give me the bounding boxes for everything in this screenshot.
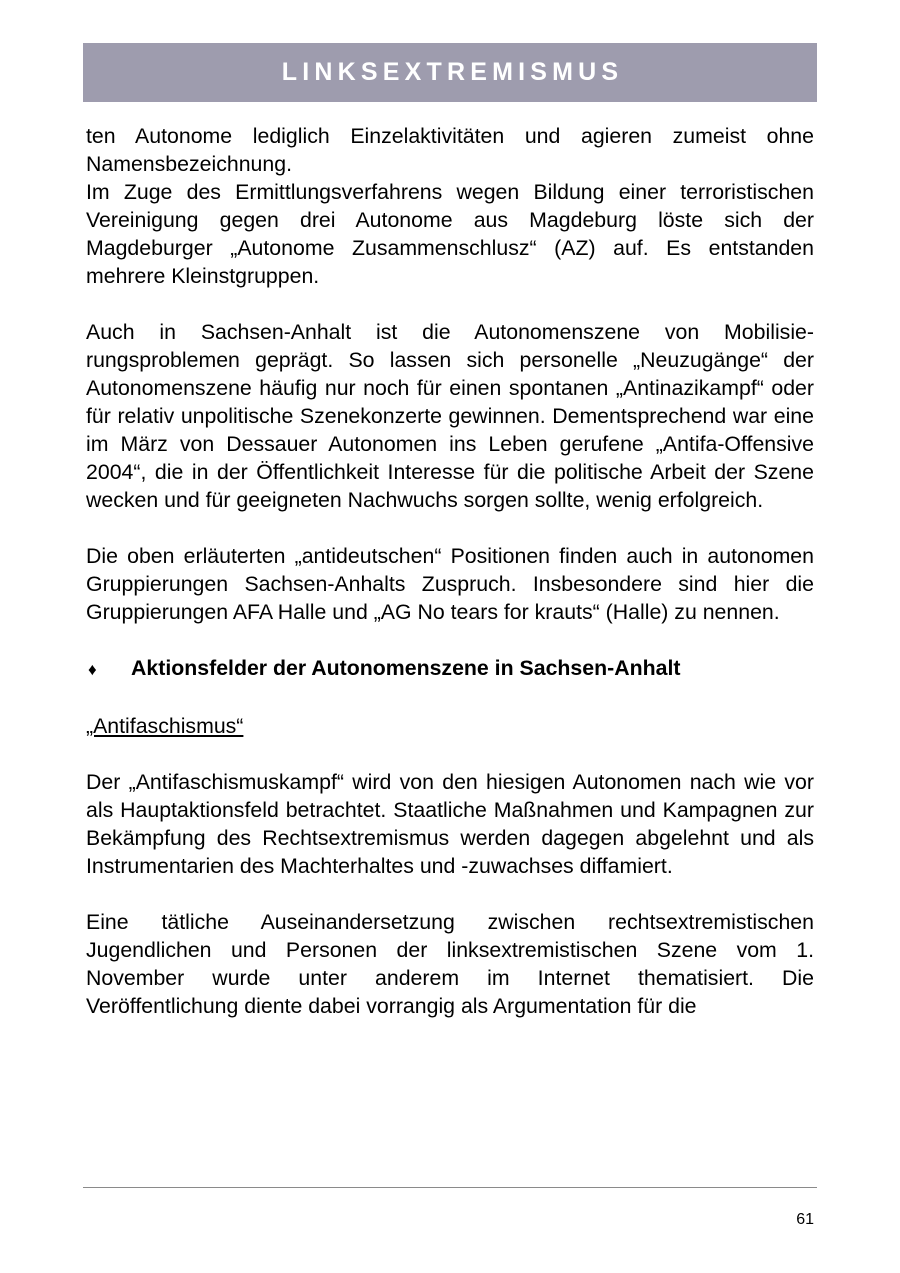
section-title: LINKSEXTREMISMUS xyxy=(281,58,624,86)
paragraph-spacer xyxy=(86,626,814,654)
paragraph: Auch in Sachsen-Anhalt ist die Autonomenszene von Mobilisierungsproblemen geprägt. So lassen sich personelle „Neuzugänge“ der Autonomenszene häufig nur noch für einen spontanen „Antinazikampf“ oder für relativ unpolitische Szenekonzerte gewinnen. Dementsprechend war eine im März von Dessauer Autonomen ins Leben gerufene „Antifa-Offensive 2004“, die in der Öffentlichkeit Interesse für die politische Arbeit der Szene wecken und für geeigneten Nachwuchs sorgen sollte, wenig erfolgreich. xyxy=(86,320,814,512)
page-number: 61 xyxy=(796,1211,814,1228)
subheading: „Antifaschismus“ xyxy=(86,714,244,738)
paragraph: Eine tätliche Auseinandersetzung zwischen rechtsextremistischen Jugendlichen und Personen der linksextremistischen Szene vom 1. November wurde unter anderem im Internet thematisiert. Die Veröffentlichung diente dabei vorrangig als Argumentation für die xyxy=(86,910,814,1018)
paragraph: ten Autonome lediglich Einzelaktivitäten und agieren zumeist ohne Namensbezeichnung. xyxy=(86,124,814,176)
paragraph-spacer xyxy=(86,880,814,908)
paragraph: Die oben erläuterten „antideutschen“ Positionen finden auch in autonomen Gruppierungen Sachsen-Anhalts Zuspruch. Insbesondere sind hier die Gruppierungen AFA Halle und „AG No tears for krauts“ (Halle) zu nennen. xyxy=(86,544,814,624)
paragraph: Im Zuge des Ermittlungsverfahrens wegen Bildung einer terroristischen Vereinigung gegen drei Autonome aus Magdeburg löste sich der Magdeburger „Autonome Zusammenschlusz“ (AZ) auf. Es entstanden mehrere Kleinstgruppen. xyxy=(86,180,814,288)
paragraph-spacer xyxy=(86,290,814,318)
paragraph-spacer xyxy=(86,684,814,712)
footer-divider xyxy=(83,1187,817,1188)
paragraph: Der „Antifaschismuskampf“ wird von den hiesigen Autonomen nach wie vor als Hauptaktionsfeld betrachtet. Staatliche Maßnahmen und Kampagnen zur Bekämpfung des Rechtsextremismus werden dagegen abgelehnt und als Instrumentarien des Machterhaltes und -zuwachses diffamiert. xyxy=(86,770,814,878)
paragraph-spacer xyxy=(86,514,814,542)
section-heading-text: Aktionsfelder der Autonomenszene in Sachsen-Anhalt xyxy=(131,656,681,680)
section-heading xyxy=(86,654,814,684)
paragraph-spacer xyxy=(86,740,814,768)
page-body xyxy=(86,122,814,1020)
diamond-bullet-icon: ♦ xyxy=(88,660,97,679)
page-header-bar xyxy=(83,43,817,102)
